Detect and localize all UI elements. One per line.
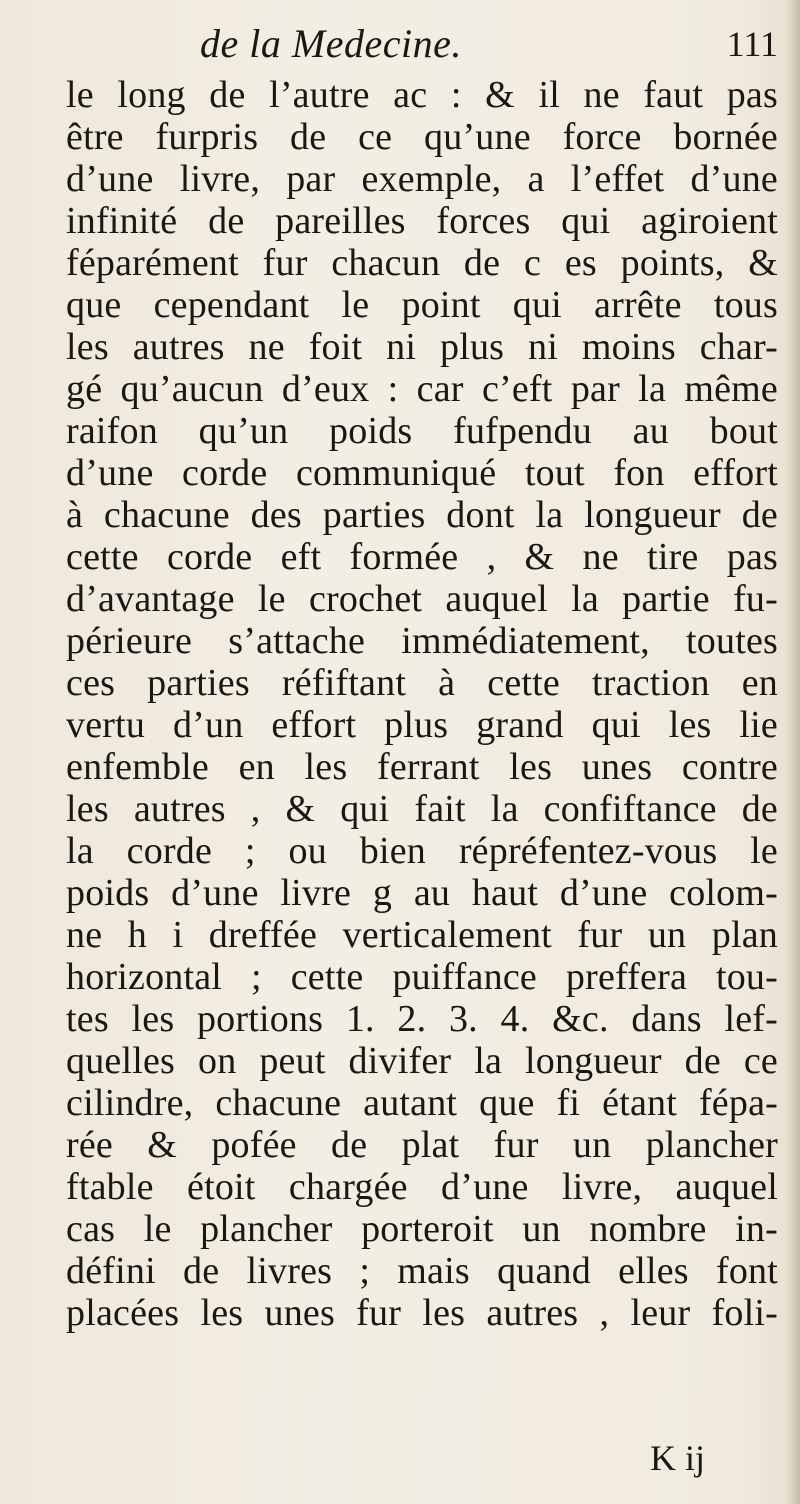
text-line: les autres , & qui fait la confiftance de <box>66 788 778 830</box>
text-line: être furpris de ce qu’une force bornée <box>66 116 778 158</box>
text-line: que cependant le point qui arrête tous <box>66 284 778 326</box>
text-line: les autres ne foit ni plus ni moins char- <box>66 326 778 368</box>
text-line: la corde ; ou bien répréfentez-vous le <box>66 830 778 872</box>
text-line: quelles on peut divifer la longueur de ce <box>66 1040 778 1082</box>
text-line: poids d’une livre g au haut d’une colom- <box>66 872 778 914</box>
text-line: enfemble en les ferrant les unes contre <box>66 746 778 788</box>
text-line: défini de livres ; mais quand elles font <box>66 1250 778 1292</box>
text-line: ftable étoit chargée d’une livre, auquel <box>66 1166 778 1208</box>
page-number: 111 <box>726 24 778 64</box>
text-line: tes les portions 1. 2. 3. 4. &c. dans lef- <box>66 998 778 1040</box>
text-line: gé qu’aucun d’eux : car c’eft par la même <box>66 368 778 410</box>
text-line: féparément fur chacun de c es points, & <box>66 242 778 284</box>
page-header <box>200 18 778 70</box>
text-line: placées les unes fur les autres , leur foli- <box>66 1292 778 1334</box>
text-line: d’avantage le crochet auquel la partie fu- <box>66 578 778 620</box>
text-line: périeure s’attache immédiatement, toutes <box>66 620 778 662</box>
text-line: d’une livre, par exemple, a l’effet d’une <box>66 158 778 200</box>
body-text <box>66 74 778 1334</box>
text-line: cette corde eft formée , & ne tire pas <box>66 536 778 578</box>
text-line: cas le plancher porteroit un nombre in- <box>66 1208 778 1250</box>
text-line: ne h i dreffée verticalement fur un plan <box>66 914 778 956</box>
text-line: horizontal ; cette puiffance preffera tou- <box>66 956 778 998</box>
text-line: infinité de pareilles forces qui agiroient <box>66 200 778 242</box>
running-title: de la Medecine. <box>200 21 462 66</box>
text-line: raifon qu’un poids fufpendu au bout <box>66 410 778 452</box>
text-line: cilindre, chacune autant que fi étant fépa- <box>66 1082 778 1124</box>
text-line: vertu d’un effort plus grand qui les lie <box>66 704 778 746</box>
text-line: d’une corde communiqué tout fon effort <box>66 452 778 494</box>
text-line: à chacune des parties dont la longueur de <box>66 494 778 536</box>
page-edge-shadow <box>786 0 800 1504</box>
signature-mark: K ij <box>650 1438 706 1478</box>
text-line: ces parties réfiftant à cette traction en <box>66 662 778 704</box>
text-line: rée & pofée de plat fur un plancher <box>66 1124 778 1166</box>
text-line: le long de l’autre ac : & il ne faut pas <box>66 74 778 116</box>
